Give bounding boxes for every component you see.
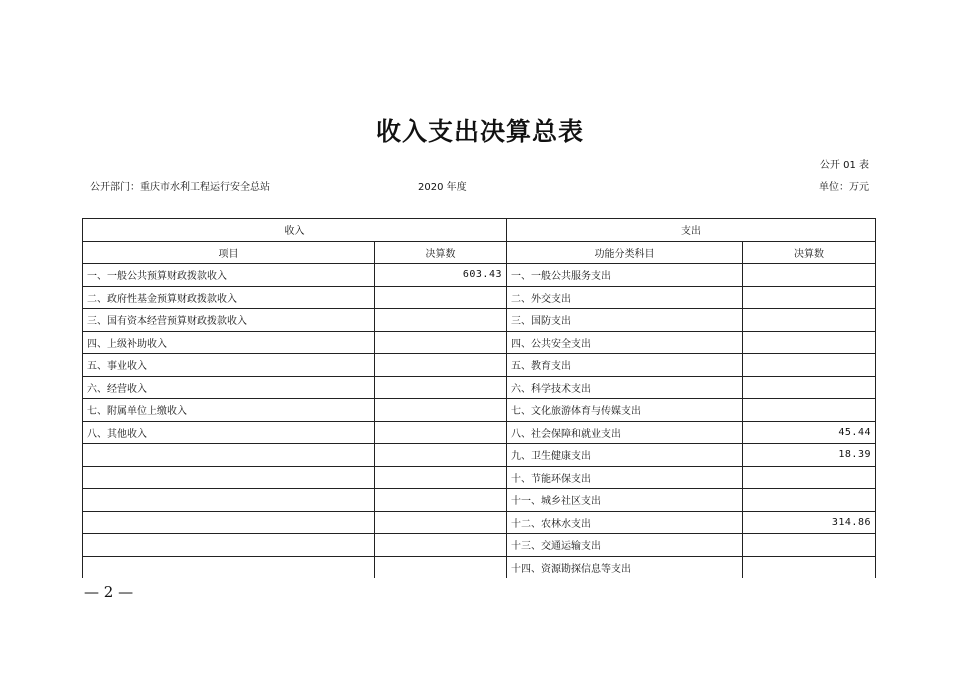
table-row — [83, 444, 876, 467]
expense-amount-cell — [743, 376, 876, 399]
income-amount-cell: 603.43 — [375, 264, 507, 287]
expense-amount-cell: 314.86 — [743, 511, 876, 534]
income-item-cell: 一、一般公共预算财政拨款收入 — [83, 264, 375, 287]
income-amount-cell — [375, 444, 507, 467]
expense-item-cell: 十三、交通运输支出 — [507, 534, 743, 557]
header-row-group — [83, 219, 876, 242]
table-row — [83, 511, 876, 534]
expense-item-cell: 六、科学技术支出 — [507, 376, 743, 399]
expense-item-cell: 七、文化旅游体育与传媒支出 — [507, 399, 743, 422]
expense-item-cell: 八、社会保障和就业支出 — [507, 421, 743, 444]
item-header: 项目 — [83, 241, 375, 264]
expense-amount-cell — [743, 286, 876, 309]
table-row — [83, 286, 876, 309]
expense-amount-cell — [743, 331, 876, 354]
expense-amount-cell — [743, 264, 876, 287]
expense-item-cell: 五、教育支出 — [507, 354, 743, 377]
income-item-cell: 五、事业收入 — [83, 354, 375, 377]
income-amount-cell — [375, 331, 507, 354]
income-item-cell — [83, 556, 375, 578]
table-row — [83, 309, 876, 332]
table-row — [83, 489, 876, 512]
income-item-cell: 八、其他收入 — [83, 421, 375, 444]
expense-item-cell: 三、国防支出 — [507, 309, 743, 332]
income-item-cell: 六、经营收入 — [83, 376, 375, 399]
income-amount-cell — [375, 489, 507, 512]
expense-amount-cell — [743, 489, 876, 512]
expense-amount-cell: 45.44 — [743, 421, 876, 444]
income-amount-cell — [375, 309, 507, 332]
income-item-cell — [83, 489, 375, 512]
table-row — [83, 421, 876, 444]
expense-amount-cell — [743, 309, 876, 332]
income-item-cell — [83, 466, 375, 489]
table-row — [83, 331, 876, 354]
expense-item-cell: 二、外交支出 — [507, 286, 743, 309]
header-row-columns — [83, 241, 876, 264]
expense-item-cell: 一、一般公共服务支出 — [507, 264, 743, 287]
income-amount-cell — [375, 354, 507, 377]
income-item-cell — [83, 444, 375, 467]
budget-table — [82, 218, 876, 578]
table-row — [83, 376, 876, 399]
income-amount-cell — [375, 286, 507, 309]
table-number: 公开 01 表 — [819, 160, 869, 171]
expense-amount-cell — [743, 466, 876, 489]
expense-item-cell: 十、节能环保支出 — [507, 466, 743, 489]
income-item-cell: 三、国有资本经营预算财政拨款收入 — [83, 309, 375, 332]
expense-header: 支出 — [507, 219, 876, 242]
income-amount-cell — [375, 511, 507, 534]
income-amount-cell — [375, 399, 507, 422]
page-number: — 2 — — [84, 583, 134, 601]
expense-amount-cell — [743, 354, 876, 377]
income-item-cell — [83, 534, 375, 557]
expense-amount-cell — [743, 534, 876, 557]
income-header: 收入 — [83, 219, 507, 242]
amount-header-2: 决算数 — [743, 241, 876, 264]
department-label: 公开部门：重庆市水利工程运行安全总站 — [90, 182, 270, 193]
table-row — [83, 556, 876, 578]
income-amount-cell — [375, 556, 507, 578]
expense-amount-cell — [743, 556, 876, 578]
page-title: 收入支出决算总表 — [375, 117, 584, 146]
year-label: 2020 年度 — [418, 182, 467, 193]
unit-label: 单位：万元 — [819, 182, 869, 193]
income-item-cell: 二、政府性基金预算财政拨款收入 — [83, 286, 375, 309]
income-amount-cell — [375, 534, 507, 557]
income-item-cell: 四、上级补助收入 — [83, 331, 375, 354]
table-row — [83, 534, 876, 557]
expense-item-cell: 十四、资源勘探信息等支出 — [507, 556, 743, 578]
expense-item-cell: 十二、农林水支出 — [507, 511, 743, 534]
expense-item-cell: 十一、城乡社区支出 — [507, 489, 743, 512]
amount-header: 决算数 — [375, 241, 507, 264]
expense-amount-cell: 18.39 — [743, 444, 876, 467]
table-row — [83, 466, 876, 489]
income-amount-cell — [375, 466, 507, 489]
table-row — [83, 354, 876, 377]
table-row — [83, 399, 876, 422]
table-row — [83, 264, 876, 287]
income-amount-cell — [375, 421, 507, 444]
income-item-cell: 七、附属单位上缴收入 — [83, 399, 375, 422]
income-item-cell — [83, 511, 375, 534]
expense-item-cell: 四、公共安全支出 — [507, 331, 743, 354]
expense-item-cell: 九、卫生健康支出 — [507, 444, 743, 467]
income-amount-cell — [375, 376, 507, 399]
function-header: 功能分类科目 — [507, 241, 743, 264]
expense-amount-cell — [743, 399, 876, 422]
